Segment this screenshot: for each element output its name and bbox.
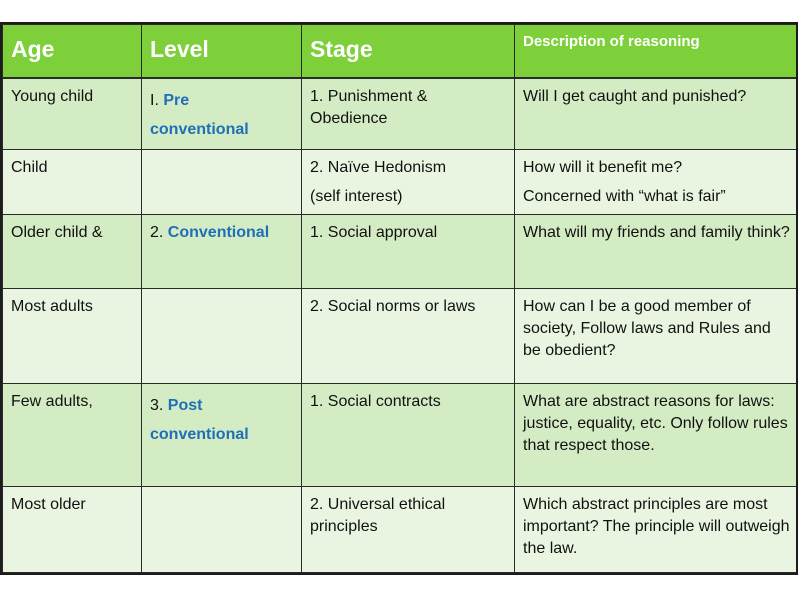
age-cell: Older child & — [3, 215, 142, 289]
age-cell: Few adults, — [3, 384, 142, 487]
table-row — [3, 289, 799, 384]
age-cell: Child — [3, 150, 142, 215]
level-name: Conventional — [167, 224, 270, 241]
level-cell — [142, 384, 302, 487]
level-number: 3. — [150, 397, 164, 414]
level-name-cont: conventional — [150, 426, 249, 443]
table-row — [3, 215, 799, 289]
stage-cell — [302, 150, 515, 215]
reasoning-table-frame — [0, 22, 798, 575]
table-row — [3, 150, 799, 215]
level-number: I. — [150, 91, 159, 109]
level-name-cont: conventional — [150, 120, 249, 138]
stage-cell — [302, 487, 515, 573]
stage-cell — [302, 78, 515, 150]
level-cell — [142, 487, 302, 573]
level-name: Pre — [163, 91, 190, 109]
table-row — [3, 487, 799, 573]
stage-text: 1. Punishment & — [310, 87, 428, 105]
stage-cell: 2. Social norms or laws — [302, 289, 515, 384]
header-row — [3, 25, 799, 78]
age-cell: Young child — [3, 78, 142, 150]
header-age: Age — [3, 25, 142, 78]
stage-cell: 1. Social contracts — [302, 384, 515, 487]
stage-text-cont: Obedience — [310, 109, 388, 127]
description-cell: What are abstract reasons for laws: justice, equality, etc. Only follow rules that respect those. — [515, 384, 799, 487]
level-name: Post — [167, 397, 203, 414]
age-cell: Most adults — [3, 289, 142, 384]
level-number: 2. — [150, 224, 164, 241]
description-text: How will it benefit me? — [523, 159, 683, 176]
header-description: Description of reasoning — [515, 25, 799, 78]
header-level: Level — [142, 25, 302, 78]
age-cell: Most older — [3, 487, 142, 573]
description-text: Will I get caught and punished? — [523, 87, 747, 105]
moral-development-table — [2, 24, 798, 573]
table-row — [3, 78, 799, 150]
description-cell: How can I be a good member of society, Follow laws and Rules and be obedient? — [515, 289, 799, 384]
level-cell — [142, 289, 302, 384]
table-row — [3, 384, 799, 487]
stage-text-cont: principles — [310, 518, 378, 535]
level-cell — [142, 78, 302, 150]
description-text-cont: Concerned with “what is fair” — [523, 188, 726, 205]
level-cell — [142, 215, 302, 289]
stage-text: 2. Universal ethical — [310, 496, 446, 513]
description-cell — [515, 150, 799, 215]
level-cell — [142, 150, 302, 215]
description-cell — [515, 78, 799, 150]
description-cell: Which abstract principles are most important? The principle will outweigh the law. — [515, 487, 799, 573]
stage-text: 2. Naïve Hedonism — [310, 159, 447, 176]
description-cell: What will my friends and family think? — [515, 215, 799, 289]
stage-cell: 1. Social approval — [302, 215, 515, 289]
stage-text-cont: (self interest) — [310, 188, 403, 205]
header-stage: Stage — [302, 25, 515, 78]
